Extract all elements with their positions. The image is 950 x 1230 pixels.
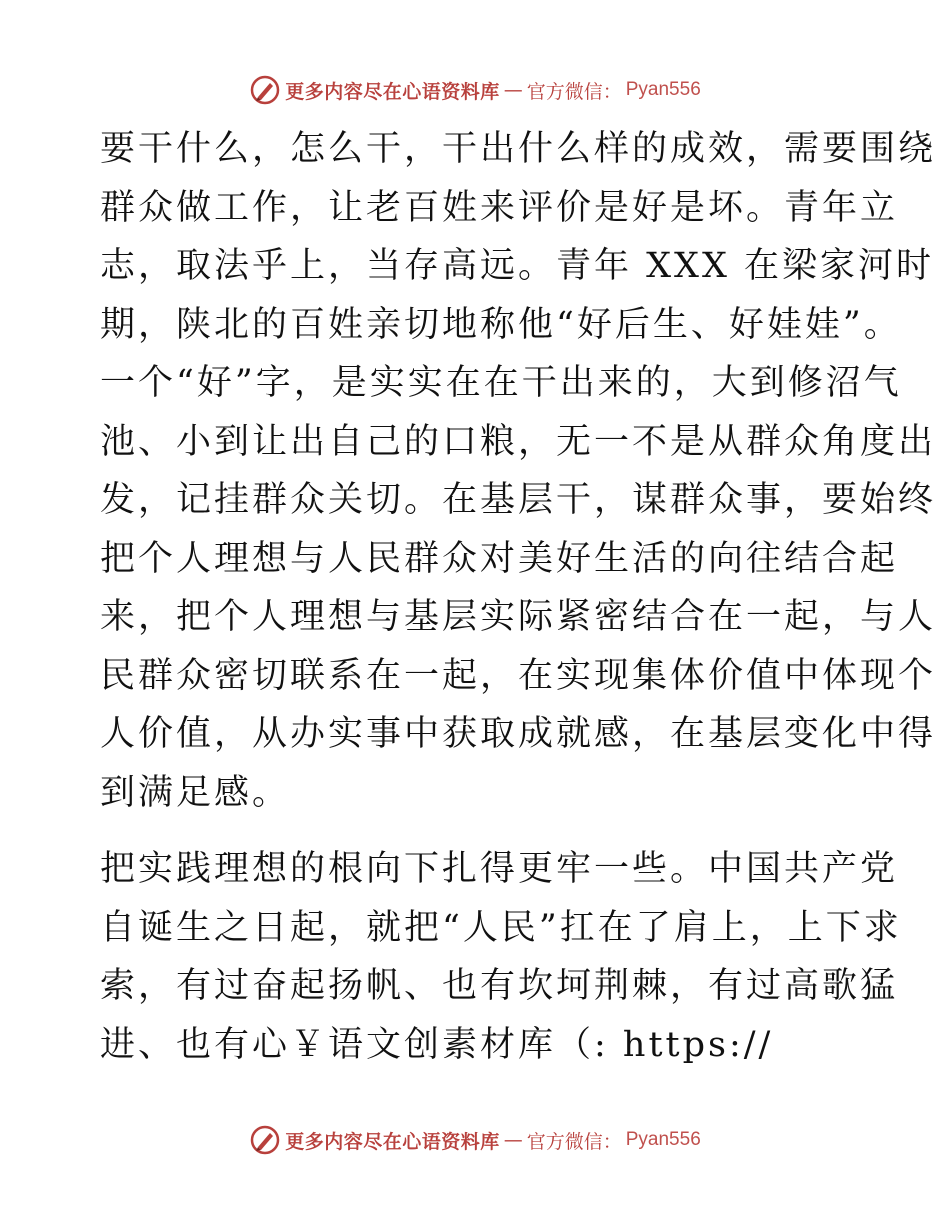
text-line: 要干什么，怎么干，干出什么样的成效，需要围绕	[100, 129, 937, 169]
text-line: 到满足感。	[100, 772, 291, 813]
text-line: 一个“好”字，是实实在在干出来的，大到修沼气	[100, 363, 902, 403]
text-line: 期，陕北的百姓亲切地称他“好后生、好娃娃”。	[100, 304, 902, 345]
header-watermark	[0, 74, 950, 106]
pen-logo-icon	[249, 1124, 281, 1156]
text-line: 志，取法乎上，当存高远。青年 XXX 在梁家河时	[100, 246, 935, 286]
text-line: 来，把个人理想与基层实际紧密结合在一起，与人	[100, 597, 937, 637]
watermark-wechat-id: Pyan556	[625, 79, 701, 100]
footer-watermark	[0, 1124, 950, 1156]
text-line: 进、也有心￥语文创素材库（: https://	[100, 1024, 774, 1065]
text-line: 人价值，从办实事中获取成就感，在基层变化中得	[100, 714, 937, 754]
watermark-brand: 更多内容尽在心语资料库	[285, 1130, 500, 1153]
text-line: 把实践理想的根向下扎得更牢一些。中国共产党	[100, 849, 899, 889]
document-body	[100, 120, 937, 1074]
paragraph-spacer	[100, 822, 850, 840]
watermark-brand: 更多内容尽在心语资料库	[285, 80, 500, 103]
watermark-official: 官方微信：	[526, 80, 622, 103]
text-line: 自诞生之日起，就把“人民”扛在了肩上，上下求	[100, 907, 902, 948]
text-line: 池、小到让出自己的口粮，无一不是从群众角度出	[100, 421, 937, 462]
paragraph-2	[100, 840, 902, 1074]
text-line: 发，记挂群众关切。在基层干，谋群众事，要始终	[100, 480, 937, 520]
watermark-separator: —	[503, 1129, 523, 1151]
text-line: 索，有过奋起扬帆、也有坎坷荆棘，有过高歌猛	[100, 966, 899, 1006]
watermark-official: 官方微信：	[526, 1130, 622, 1153]
watermark-wechat-id: Pyan556	[625, 1129, 701, 1150]
text-line: 民群众密切联系在一起，在实现集体价值中体现个	[100, 655, 937, 696]
text-line: 把个人理想与人民群众对美好生活的向往结合起	[100, 538, 899, 579]
watermark-separator: —	[503, 79, 523, 101]
paragraph-1	[100, 120, 937, 822]
pen-logo-icon	[249, 74, 281, 106]
text-line: 群众做工作，让老百姓来评价是好是坏。青年立	[100, 187, 899, 228]
